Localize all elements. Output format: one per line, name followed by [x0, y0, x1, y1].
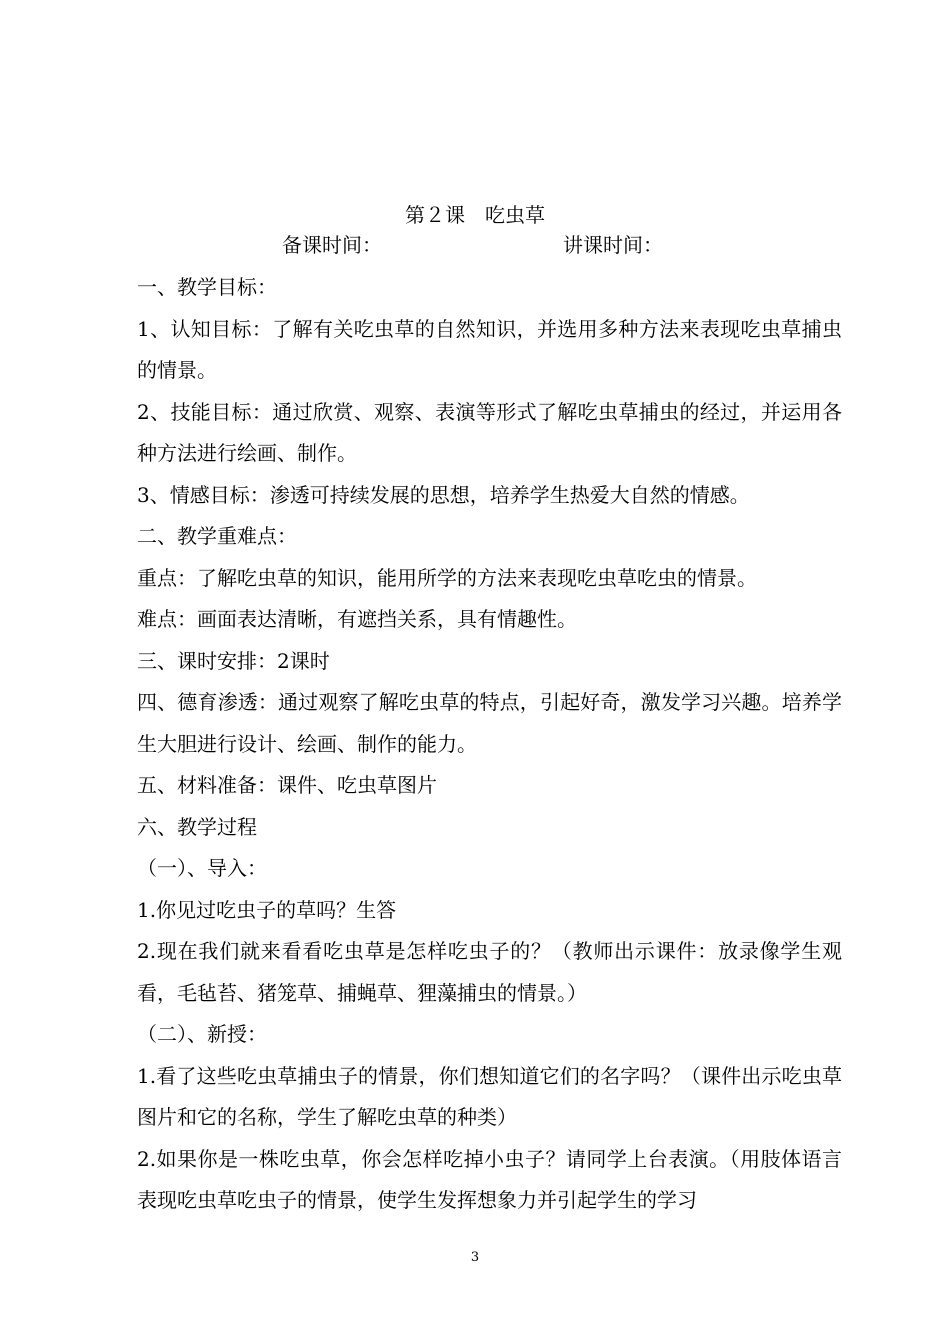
goal-emotion: 3、情感目标：渗透可持续发展的思想，培养学生热爱大自然的情感。 [137, 482, 750, 507]
section-heading-process: 六、教学过程 [137, 814, 257, 839]
subsection-intro: （一）、导入： [137, 856, 267, 880]
intro-step-1: 1.你见过吃虫子的草吗？生答 [137, 897, 397, 922]
new-lesson-step-2: 2.如果你是一株吃虫草，你会怎样吃掉小虫子？请同学上台表演。（用肢体语言表现吃虫草吃虫子的情景，使学生发挥想象力并引起学生的学习 [137, 1146, 842, 1212]
prep-time-label: 备课时间： [282, 233, 382, 257]
intro-step-2: 2.现在我们就来看看吃虫草是怎样吃虫子的？（教师出示课件：放录像学生观看，毛毡苔、猪笼草、捕蝇草、狸藻捕虫的情景。） [137, 939, 842, 1005]
document-body [137, 267, 842, 1222]
lesson-title: 第２课 吃虫草 [405, 203, 545, 227]
goal-cognitive: 1、认知目标：了解有关吃虫草的自然知识，并选用多种方法来表现吃虫草捕虫的情景。 [137, 316, 842, 382]
section-schedule: 三、课时安排：2课时 [137, 648, 330, 673]
teach-time-label: 讲课时间： [563, 233, 663, 257]
goal-skill: 2、技能目标：通过欣赏、观察、表演等形式了解吃虫草捕虫的经过，并运用各种方法进行绘画、制作。 [137, 399, 842, 465]
difficult-point: 难点：画面表达清晰，有遮挡关系，具有情趣性。 [137, 607, 577, 631]
section-moral-education: 四、德育渗透：通过观察了解吃虫草的特点，引起好奇，激发学习兴趣。培养学生大胆进行设计、绘画、制作的能力。 [137, 690, 842, 756]
section-materials: 五、材料准备：课件、吃虫草图片 [137, 773, 437, 797]
page-number: 3 [470, 1250, 480, 1265]
subsection-new-lesson: （二）、新授： [137, 1022, 267, 1046]
section-heading-key-points: 二、教学重难点： [137, 524, 297, 548]
key-point: 重点：了解吃虫草的知识，能用所学的方法来表现吃虫草吃虫的情景。 [137, 565, 757, 590]
new-lesson-step-1: 1.看了这些吃虫草捕虫子的情景，你们想知道它们的名字吗？（课件出示吃虫草图片和它的名称，学生了解吃虫草的种类） [137, 1063, 842, 1129]
section-heading-goals: 一、教学目标： [137, 275, 277, 299]
